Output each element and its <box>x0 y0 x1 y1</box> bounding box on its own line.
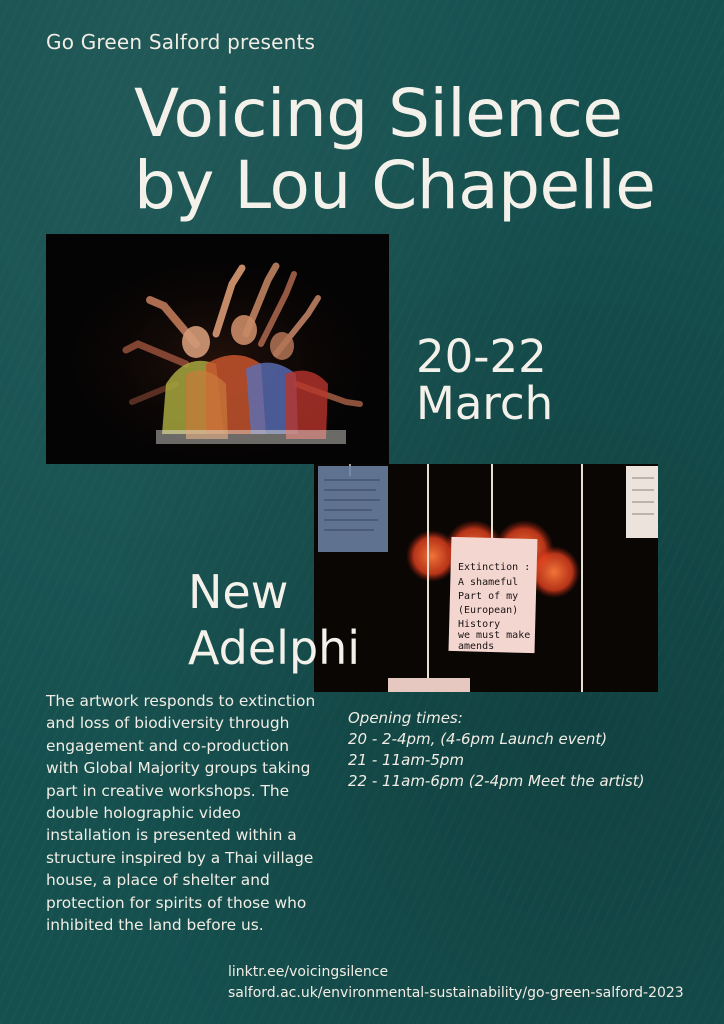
notes-illustration <box>314 464 658 692</box>
event-title <box>134 75 656 224</box>
description-line: inhibited the land before us. <box>46 916 264 935</box>
svg-text:Part of my: Part of my <box>458 591 519 602</box>
dancers-photo <box>46 234 389 464</box>
linktree-link[interactable]: linktr.ee/voicingsilence <box>228 964 389 980</box>
description-line: with Global Majority groups taking <box>46 759 311 778</box>
dates-line-2: March <box>416 377 554 430</box>
presenter-line: Go Green Salford presents <box>46 30 316 54</box>
title-line-2: by Lou Chapelle <box>134 147 656 224</box>
description-line: house, a place of shelter and <box>46 871 270 890</box>
description-line: The artwork responds to extinction <box>46 692 316 710</box>
opening-times-line: 20 - 2-4pm, (4-6pm Launch event) <box>348 730 608 748</box>
opening-times <box>348 708 644 792</box>
dates-line-1: 20-22 <box>416 330 547 383</box>
description-line: and loss of biodiversity through <box>46 714 290 733</box>
svg-text:(European): (European) <box>458 605 519 616</box>
venue-line-2: Adelphi <box>188 621 361 675</box>
svg-text:we must make: we must make <box>458 630 531 641</box>
opening-times-line: 21 - 11am-5pm <box>348 751 465 769</box>
svg-text:Extinction :: Extinction : <box>458 562 531 573</box>
salford-link[interactable]: salford.ac.uk/environmental-sustainability/go-green-salford-2023 <box>228 985 684 1001</box>
event-dates <box>416 330 554 430</box>
opening-times-heading: Opening times: <box>348 709 463 727</box>
links-block <box>228 962 684 1004</box>
event-venue <box>188 564 360 676</box>
artwork-description <box>46 690 332 936</box>
description-line: double holographic video <box>46 804 241 823</box>
description-line: structure inspired by a Thai village <box>46 848 314 867</box>
opening-times-line: 22 - 11am-6pm (2-4pm Meet the artist) <box>348 772 645 790</box>
svg-text:History: History <box>458 619 501 630</box>
description-line: part in creative workshops. The <box>46 781 290 800</box>
description-line: installation is presented within a <box>46 826 297 845</box>
description-line: engagement and co-production <box>46 736 290 755</box>
svg-text:A shameful: A shameful <box>458 577 519 588</box>
svg-text:amends: amends <box>458 641 495 652</box>
venue-line-1: New <box>188 565 289 619</box>
hanging-notes-photo <box>314 464 658 692</box>
title-line-1: Voicing Silence <box>134 75 623 152</box>
dancers-illustration <box>46 234 389 464</box>
description-line: protection for spirits of those who <box>46 893 307 912</box>
